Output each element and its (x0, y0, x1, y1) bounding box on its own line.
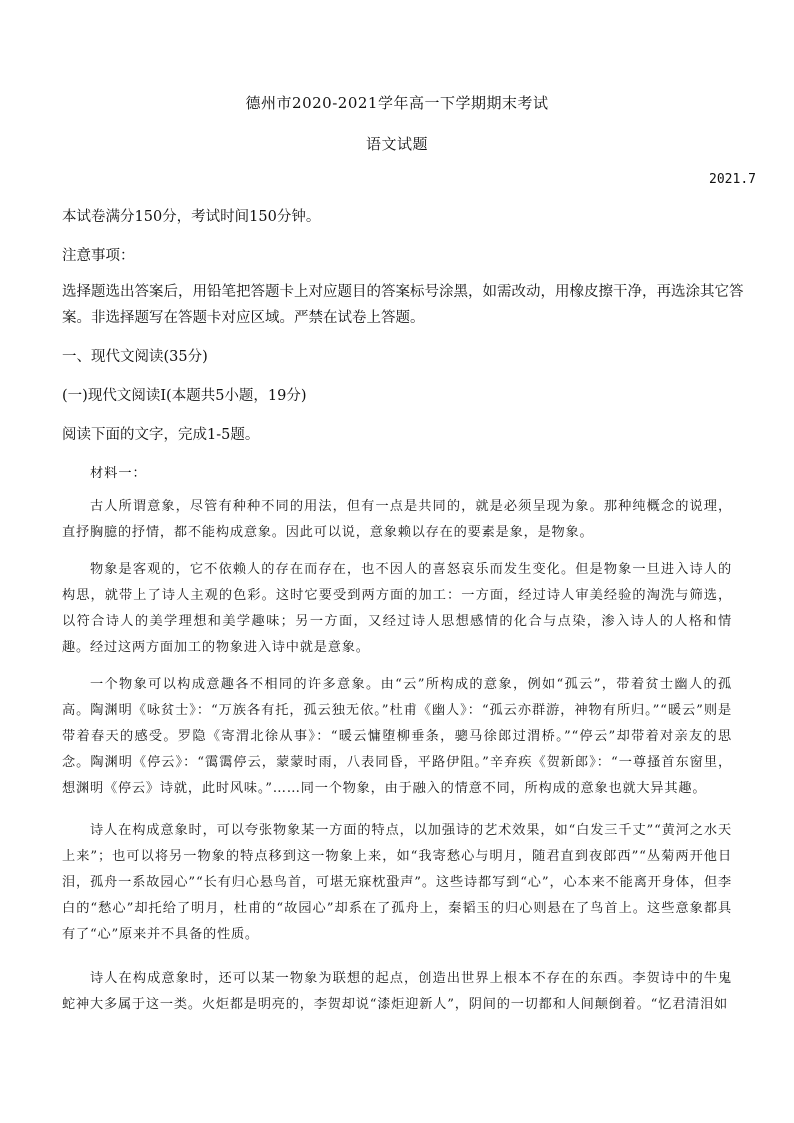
exam-date: 2021.7 (709, 172, 756, 187)
exam-subtitle: 语文试题 (365, 135, 428, 153)
section-sub-heading: (一)现代文阅读Ⅰ(本题共5小题，19分) (62, 388, 307, 404)
section-instruction: 阅读下面的文字，完成1-5题。 (62, 427, 260, 443)
material-paragraph-3: 一个物象可以构成意趣各不相同的许多意象。由“云”所构成的意象，例如“孤云”，带着贫士幽人的孤高。陶渊明《咏贫士》：“万族各有托，孤云独无依。”杜甫《幽人》：“孤云亦群游，神物有所归。”“暖云”则是带着春天的感受。罗隐《寄渭北徐从事》：“暖云慵堕柳垂条，骢马徐郎过渭桥。”“停云”却带着对亲友的思念。陶渊明《停云》：“霭霭停云，蒙蒙时雨，八表同昏，平路伊阻。”辛弃疾《贺新郎》：“一尊搔首东窗里，想渊明《停云》诗就，此时风味。”……同一个物象，由于融入的情意不同，所构成的意象也就大异其趣。 (62, 677, 732, 796)
notice-heading: 注意事项： (62, 248, 135, 264)
material-paragraph-5: 诗人在构成意象时，还可以某一物象为联想的起点，创造出世界上根本不存在的东西。李贺诗中的牛鬼蛇神大多属于这一类。火炬都是明亮的，李贺却说“漆炬迎新人”，阴间的一切都和人间颠倒着。“忆君清泪如 (62, 971, 732, 1012)
section-heading: 一、现代文阅读(35分) (62, 349, 208, 365)
exam-title: 德州市2020-2021学年高一下学期期末考试 (245, 94, 549, 112)
material-paragraph-4: 诗人在构成意象时，可以夸张物象某一方面的特点，以加强诗的艺术效果，如“白发三千丈”“黄河之水天上来”；也可以将另一物象的特点移到这一物象上来，如“我寄愁心与明月，随君直到夜郎西”“丛菊两开他日泪，孤舟一系故园心”“长有归心悬鸟首，可堪无寐枕蛩声”。这些诗都写到“心”，心本来不能离开身体，但李白的“愁心”却托给了明月，杜甫的“故园心”却系在了孤舟上，秦韬玉的归心则悬在了鸟首上。这些意象都具有了“心”原来并不具备的性质。 (62, 823, 732, 942)
score-time-line: 本试卷满分150分，考试时间150分钟。 (62, 209, 321, 225)
material-paragraph-1: 古人所谓意象，尽管有种种不同的用法，但有一点是共同的，就是必须呈现为象。那种纯概念的说理，直抒胸臆的抒情，都不能构成意象。因此可以说，意象赖以存在的要素是象，是物象。 (62, 499, 732, 540)
material-paragraph-2: 物象是客观的，它不依赖人的存在而存在，也不因人的喜怒哀乐而发生变化。但是物象一旦进入诗人的构思，就带上了诗人主观的色彩。这时它要受到两方面的加工：一方面，经过诗人审美经验的淘洗与筛选，以符合诗人的美学理想和美学趣味；另一方面，又经过诗人思想感情的化合与点染，渗入诗人的人格和情趣。经过这两方面加工的物象进入诗中就是意象。 (62, 562, 732, 655)
notice-body: 选择题选出答案后，用铅笔把答题卡上对应题目的答案标号涂黑，如需改动，用橡皮擦干净，再选涂其它答案。非选择题写在答题卡对应区域。严禁在试卷上答题。 (62, 284, 744, 326)
material-label: 材料一： (90, 466, 147, 481)
